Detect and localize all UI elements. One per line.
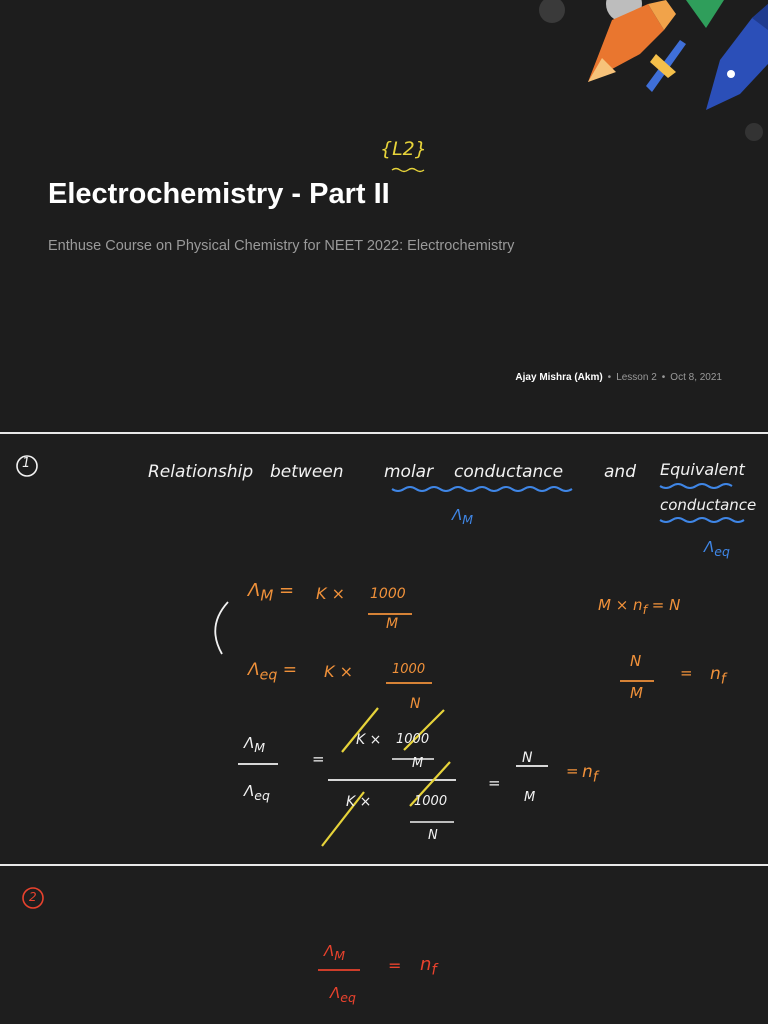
lesson-date: Oct 8, 2021 — [670, 372, 722, 383]
eq1-lhs: $\Lambda_M$ = — [248, 580, 295, 605]
heading-word: molar — [384, 462, 434, 482]
result-value: $n_f$ — [582, 762, 598, 786]
result-value: $n_f$ — [420, 954, 437, 979]
lesson-tag: {L2} — [380, 138, 427, 160]
side-eq2-equals: = — [680, 664, 693, 682]
equivalent-conductance-symbol: $\Lambda_{eq}$ — [704, 538, 730, 559]
result-numerator: N — [522, 750, 533, 766]
eq2-k: K × — [324, 662, 353, 681]
notes-slide-2 — [0, 866, 768, 1024]
eq1-numerator: 1000 — [370, 586, 406, 602]
heading-word: conductance — [454, 462, 564, 482]
heading-word: Relationship — [148, 462, 254, 482]
slide-number: 1 — [22, 456, 31, 471]
heading-word: and — [604, 462, 636, 482]
ratio-denominator: $\Lambda_{eq}$ — [244, 782, 270, 803]
eq2-denominator: N — [410, 696, 421, 712]
side-equation-1: $M \times n_f = N$ — [598, 596, 681, 617]
heading-word: Equivalent — [660, 460, 745, 479]
result-denominator: M — [524, 790, 536, 805]
molar-conductance-symbol: $\Lambda_M$ — [452, 506, 474, 527]
result-equals: = — [566, 762, 579, 780]
separator: • — [661, 372, 666, 383]
title-slide — [0, 0, 768, 432]
ratio-equals-2: = — [488, 774, 501, 792]
bottom-k: K × — [346, 794, 372, 810]
bottom-denominator: N — [428, 828, 438, 843]
slide-1-strokes — [0, 434, 768, 864]
heading-word: between — [270, 462, 344, 482]
side-eq2-denominator: M — [630, 684, 643, 702]
lesson-number: Lesson 2 — [616, 372, 657, 383]
tag-underline — [0, 0, 768, 432]
page-subtitle: Enthuse Course on Physical Chemistry for NEET 2022: Electrochemistry — [48, 238, 515, 254]
eq1-denominator: M — [386, 616, 399, 632]
slide-2-strokes — [0, 866, 768, 1024]
lesson-meta — [515, 372, 722, 383]
ratio-equals: = — [388, 956, 402, 975]
slide-number: 2 — [29, 890, 37, 904]
bottom-numerator: 1000 — [414, 794, 448, 809]
ratio-equals: = — [312, 750, 325, 768]
heading-word: conductance — [660, 496, 757, 514]
author-name: Ajay Mishra (Akm) — [515, 372, 603, 383]
eq2-numerator: 1000 — [392, 662, 426, 677]
separator: • — [607, 372, 612, 383]
ratio-numerator: $\Lambda_M$ — [244, 734, 266, 755]
ratio-numerator: $\Lambda_M$ — [324, 942, 346, 963]
ratio-denominator: $\Lambda_{eq}$ — [330, 984, 356, 1005]
side-eq2-numerator: N — [630, 652, 642, 670]
eq1-k: K × — [316, 584, 345, 603]
eq2-lhs: $\Lambda_{eq}$ = — [248, 660, 297, 684]
top-numerator: 1000 — [396, 732, 430, 747]
top-k: K × — [356, 732, 382, 748]
page-title: Electrochemistry - Part II — [48, 178, 390, 210]
notes-slide-1 — [0, 434, 768, 864]
top-denominator: M — [412, 756, 424, 771]
side-eq2-rhs: $n_f$ — [710, 664, 726, 688]
